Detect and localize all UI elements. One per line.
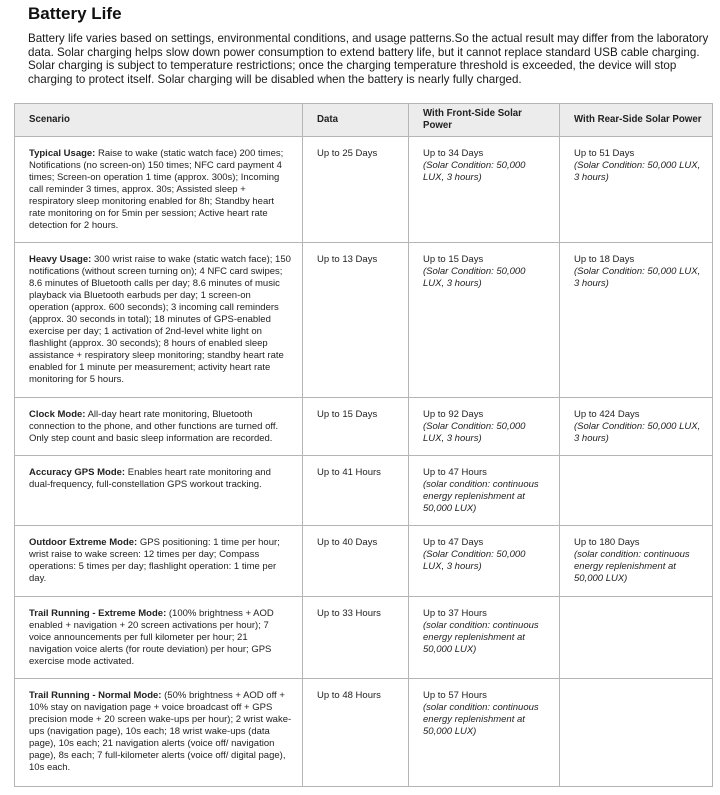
scenario-cell [15, 456, 303, 526]
data-cell: Up to 33 Hours [303, 597, 409, 679]
header-rear-solar: With Rear-Side Solar Power [560, 104, 713, 137]
scenario-cell [15, 679, 303, 787]
front-solar-condition: (Solar Condition: 50,000 LUX, 3 hours) [423, 549, 526, 572]
data-cell: Up to 48 Hours [303, 679, 409, 787]
table-row [15, 679, 713, 787]
front-solar-condition: (solar condition: continuous energy replenishment at 50,000 LUX) [423, 479, 539, 514]
scenario-description: (50% brightness + AOD off + 10% stay on navigation page + voice broadcast off + GPS precision mode + 20 screen wake-ups per hour); 2 wrist wake-ups (navigation page), 10s each; 18 wrist wake-ups (data page), 10s each; 21 navigation alerts (voice off/ navigation page), 8s each; 7 full-kilometer alerts (voice off/ digital page), 10s each. [29, 690, 292, 773]
rear-solar-cell [560, 398, 713, 456]
data-cell: Up to 13 Days [303, 243, 409, 398]
scenario-cell [15, 398, 303, 456]
data-cell: Up to 40 Days [303, 526, 409, 597]
table-row [15, 597, 713, 679]
front-solar-cell [409, 137, 560, 243]
front-solar-value: Up to 47 Days [423, 537, 484, 548]
front-solar-cell [409, 456, 560, 526]
front-solar-cell [409, 597, 560, 679]
rear-solar-cell [560, 679, 713, 787]
table-header-row [15, 104, 713, 137]
rear-solar-condition: (solar condition: continuous energy replenishment at 50,000 LUX) [574, 549, 690, 584]
scenario-description: All-day heart rate monitoring, Bluetooth connection to the phone, and other functions are turned off. Only step count and basic sleep information are recorded. [29, 409, 279, 444]
intro-paragraph: Battery life varies based on settings, environmental conditions, and usage patterns.So the actual result may differ from the laboratory data. Solar charging helps slow down power consumption to extend battery life, but it cannot replace standard USB cable charging. Solar charging is subject to temperature restrictions; once the charging temperature threshold is exceeded, the device will stop charging to protect itself. Solar charging will be disabled when the battery is nearly fully charged. [28, 32, 709, 86]
rear-solar-value: Up to 180 Days [574, 537, 640, 548]
table-row [15, 243, 713, 398]
battery-life-table [14, 103, 713, 787]
scenario-description: GPS positioning: 1 time per hour; wrist raise to wake screen: 12 times per day; Compass operations: 5 times per day; flashlight operation: 1 time per day. [29, 537, 280, 584]
front-solar-value: Up to 34 Days [423, 148, 484, 159]
table-row [15, 456, 713, 526]
scenario-name: Accuracy GPS Mode: [29, 467, 126, 478]
scenario-name: Outdoor Extreme Mode: [29, 537, 138, 548]
front-solar-cell [409, 243, 560, 398]
scenario-name: Heavy Usage: [29, 254, 92, 265]
scenario-description: 300 wrist raise to wake (static watch face); 150 notifications (without screen turning on); 4 NFC card swipes; 8.6 minutes of Bluetooth calls per day; 8.6 minutes of music playback via Bluetooth earbuds per day; 1 screen-on operation (approx. 600 seconds); 3 incoming call reminders (approx. 30 seconds in total); 18 minutes of GPS-enabled exercise per day; 1 activation of 2nd-level white light on flashlight (approx. 30 seconds); 8 hours of enabled sleep assistance + respiratory sleep monitoring; standby heart rate enabled for 1 minute per measurement; activity heart rate monitoring for 5 hours. [29, 254, 291, 385]
rear-solar-condition: (Solar Condition: 50,000 LUX, 3 hours) [574, 421, 701, 444]
scenario-name: Typical Usage: [29, 148, 96, 159]
table-row [15, 137, 713, 243]
front-solar-cell [409, 679, 560, 787]
rear-solar-cell [560, 456, 713, 526]
rear-solar-cell [560, 526, 713, 597]
scenario-name: Trail Running - Extreme Mode: [29, 608, 167, 619]
scenario-description: Raise to wake (static watch face) 200 times; Notifications (no screen-on) 150 times; NFC card payment 4 times; Screen-on operation 1 time (approx. 300s); Incoming call reminder 3 times, approx. 30s; Assisted sleep + respiratory sleep monitoring enabled for 8h; Standby heart rate monitoring on for 5min per session; Active heart rate detection for 2 hours. [29, 148, 284, 231]
front-solar-value: Up to 92 Days [423, 409, 484, 420]
scenario-description: Enables heart rate monitoring and dual-frequency, full-constellation GPS workout tracking. [29, 467, 271, 490]
rear-solar-condition: (Solar Condition: 50,000 LUX, 3 hours) [574, 160, 701, 183]
rear-solar-value: Up to 424 Days [574, 409, 640, 420]
header-data: Data [303, 104, 409, 137]
rear-solar-cell [560, 137, 713, 243]
front-solar-condition: (Solar Condition: 50,000 LUX, 3 hours) [423, 266, 526, 289]
scenario-name: Trail Running - Normal Mode: [29, 690, 162, 701]
table-row [15, 526, 713, 597]
header-scenario: Scenario [15, 104, 303, 137]
data-cell: Up to 25 Days [303, 137, 409, 243]
rear-solar-condition: (Solar Condition: 50,000 LUX, 3 hours) [574, 266, 701, 289]
data-cell: Up to 15 Days [303, 398, 409, 456]
rear-solar-cell [560, 597, 713, 679]
front-solar-condition: (Solar Condition: 50,000 LUX, 3 hours) [423, 421, 526, 444]
scenario-cell [15, 597, 303, 679]
page-title: Battery Life [28, 4, 122, 23]
header-front-solar: With Front-Side Solar Power [409, 104, 560, 137]
front-solar-condition: (Solar Condition: 50,000 LUX, 3 hours) [423, 160, 526, 183]
rear-solar-value: Up to 18 Days [574, 254, 635, 265]
front-solar-value: Up to 57 Hours [423, 690, 487, 701]
front-solar-value: Up to 37 Hours [423, 608, 487, 619]
scenario-cell [15, 137, 303, 243]
scenario-cell [15, 243, 303, 398]
front-solar-condition: (solar condition: continuous energy replenishment at 50,000 LUX) [423, 620, 539, 655]
scenario-description: (100% brightness + AOD enabled + navigation + 20 screen activations per hour); 7 voice announcements per full kilometer per hour; 21 navigation voice alerts (for route deviation) per hour; GPS exercise mode activated. [29, 608, 274, 667]
data-cell: Up to 41 Hours [303, 456, 409, 526]
front-solar-cell [409, 526, 560, 597]
front-solar-value: Up to 47 Hours [423, 467, 487, 478]
rear-solar-value: Up to 51 Days [574, 148, 635, 159]
rear-solar-cell [560, 243, 713, 398]
scenario-cell [15, 526, 303, 597]
scenario-name: Clock Mode: [29, 409, 86, 420]
front-solar-value: Up to 15 Days [423, 254, 484, 265]
front-solar-condition: (solar condition: continuous energy replenishment at 50,000 LUX) [423, 702, 539, 737]
table-row [15, 398, 713, 456]
front-solar-cell [409, 398, 560, 456]
